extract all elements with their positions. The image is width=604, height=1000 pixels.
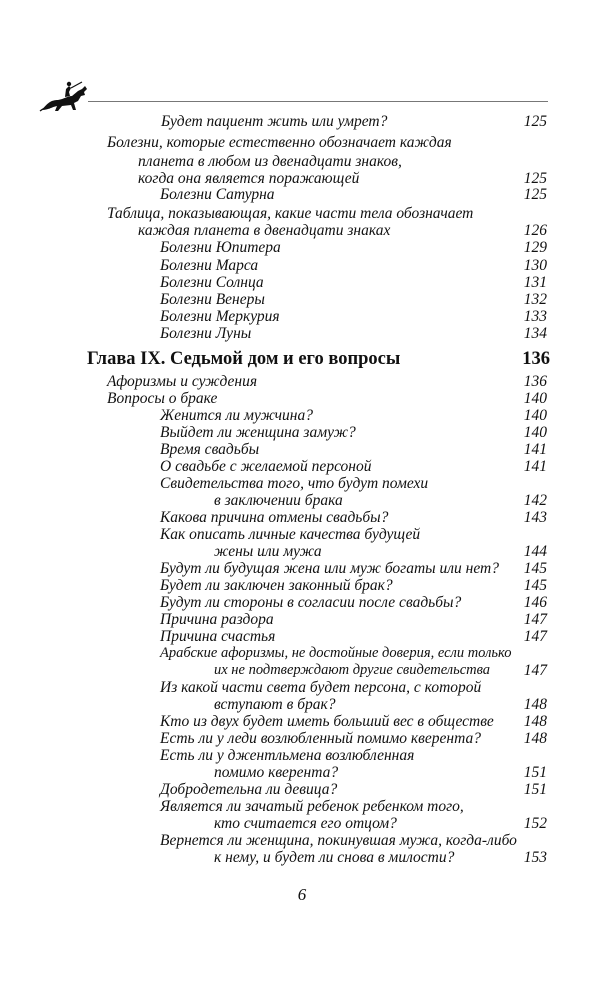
toc-page-number: 148 (523, 696, 547, 713)
toc-entry-text: Болезни Луны (160, 325, 252, 342)
toc-page-number: 143 (523, 509, 547, 526)
toc-page-number: 148 (523, 713, 547, 730)
toc-page-number: 125 (523, 170, 547, 187)
toc-entry-text: Время свадьбы (160, 441, 260, 458)
toc-entry-text: Болезни Сатурна (160, 186, 275, 203)
toc-entry-text: Будет ли заключен законный брак? (160, 577, 393, 594)
toc-page-number: 125 (523, 186, 547, 203)
toc-entry-text: в заключении брака (214, 492, 343, 509)
toc-entry-text: Болезни Юпитера (160, 239, 281, 256)
toc-entry-text: Кто из двух будет иметь больший вес в обществе (160, 713, 494, 730)
toc-page-number: 125 (523, 113, 547, 130)
toc-entry-text: планета в любом из двенадцати знаков, (138, 153, 402, 170)
toc-entry-text: когда она является поражающей (138, 170, 360, 187)
toc-entry-text: кто считается его отцом? (214, 815, 397, 832)
toc-page-number: 136 (523, 373, 547, 390)
toc-entry-text: Какова причина отмены свадьбы? (160, 509, 389, 526)
toc-entry-text: Выйдет ли женщина замуж? (160, 424, 356, 441)
chapter-heading: Глава IX. Седьмой дом и его вопросы (87, 349, 401, 369)
toc-page-number: 134 (523, 325, 547, 342)
toc-entry-text: Добродетельна ли девица? (160, 781, 338, 798)
toc-entry-text: Будут ли будущая жена или муж богаты или нет? (160, 560, 499, 577)
toc-page-number: 147 (523, 628, 547, 645)
toc-page-number: 151 (523, 764, 547, 781)
toc-page-number: 152 (523, 815, 547, 832)
toc-page-number: 153 (523, 849, 547, 866)
toc-entry-text: Болезни Меркурия (160, 308, 280, 325)
toc-page-number: 126 (523, 222, 547, 239)
toc-page-number: 142 (523, 492, 547, 509)
toc-entry-text: Будет пациент жить или умрет? (161, 113, 388, 130)
chapter-page-number: 136 (522, 349, 550, 369)
toc-page-number: 130 (523, 257, 547, 274)
toc-entry-text: Свидетельства того, что будут помехи (160, 475, 429, 492)
toc-page-number: 131 (523, 274, 547, 291)
horse-and-rider-icon (38, 80, 94, 116)
toc-page-number: 144 (523, 543, 547, 560)
toc-entry-text: Как описать личные качества будущей (160, 526, 421, 543)
toc-entry-text: О свадьбе с желаемой персоной (160, 458, 372, 475)
toc-page-number: 141 (523, 441, 547, 458)
toc-entry-text: Есть ли у джентльмена возлюбленная (160, 747, 415, 764)
page-number-footer: 6 (297, 885, 307, 904)
toc-entry-text: Является ли зачатый ребенок ребенком того, (160, 798, 464, 815)
toc-entry-text: к нему, и будет ли снова в милости? (214, 849, 455, 866)
toc-entry-text: жены или мужа (214, 543, 322, 560)
toc-page-number: 151 (523, 781, 547, 798)
toc-entry-text: каждая планета в двенадцати знаках (138, 222, 391, 239)
toc-entry-text: Есть ли у леди возлюбленный помимо кверента? (160, 730, 481, 747)
toc-page-number: 145 (523, 560, 547, 577)
toc-entry-text: Болезни Марса (160, 257, 259, 274)
toc-entry-text: Причина раздора (160, 611, 274, 628)
toc-entry-text: Таблица, показывающая, какие части тела обозначает (107, 205, 474, 222)
toc-entry-text: помимо кверента? (214, 764, 339, 781)
toc-entry-text: Будут ли стороны в согласии после свадьбы? (160, 594, 462, 611)
toc-entry-text: Вопросы о браке (107, 390, 218, 407)
toc-page-number: 140 (523, 424, 547, 441)
toc-page-number: 140 (523, 390, 547, 407)
toc-page-number: 129 (523, 239, 547, 256)
toc-page-number: 145 (523, 577, 547, 594)
toc-entry-text: Болезни Венеры (160, 291, 265, 308)
toc-entry-text: их не подтверждают другие свидетельства (214, 662, 491, 678)
toc-entry-text: Болезни Солнца (160, 274, 264, 291)
toc-entry-text: Из какой части света будет персона, с которой (160, 679, 482, 696)
toc-page-number: 147 (523, 662, 547, 679)
toc-entry-text: Афоризмы и суждения (107, 373, 258, 390)
toc-entry-text: Болезни, которые естественно обозначает каждая (107, 134, 452, 151)
toc-page-number: 141 (523, 458, 547, 475)
toc-page-number: 140 (523, 407, 547, 424)
toc-entry-text: Арабские афоризмы, не достойные доверия, если только (160, 645, 512, 661)
toc-entry-text: Вернется ли женщина, покинувшая мужа, когда-либо (160, 832, 517, 849)
toc-entry-text: вступают в брак? (214, 696, 336, 713)
toc-entry-text: Женится ли мужчина? (160, 407, 313, 424)
header-rule (88, 101, 548, 102)
toc-page-number: 146 (523, 594, 547, 611)
toc-page-number: 133 (523, 308, 547, 325)
toc-page-number: 132 (523, 291, 547, 308)
toc-page-number: 148 (523, 730, 547, 747)
toc-entry-text: Причина счастья (160, 628, 276, 645)
toc-page-number: 147 (523, 611, 547, 628)
